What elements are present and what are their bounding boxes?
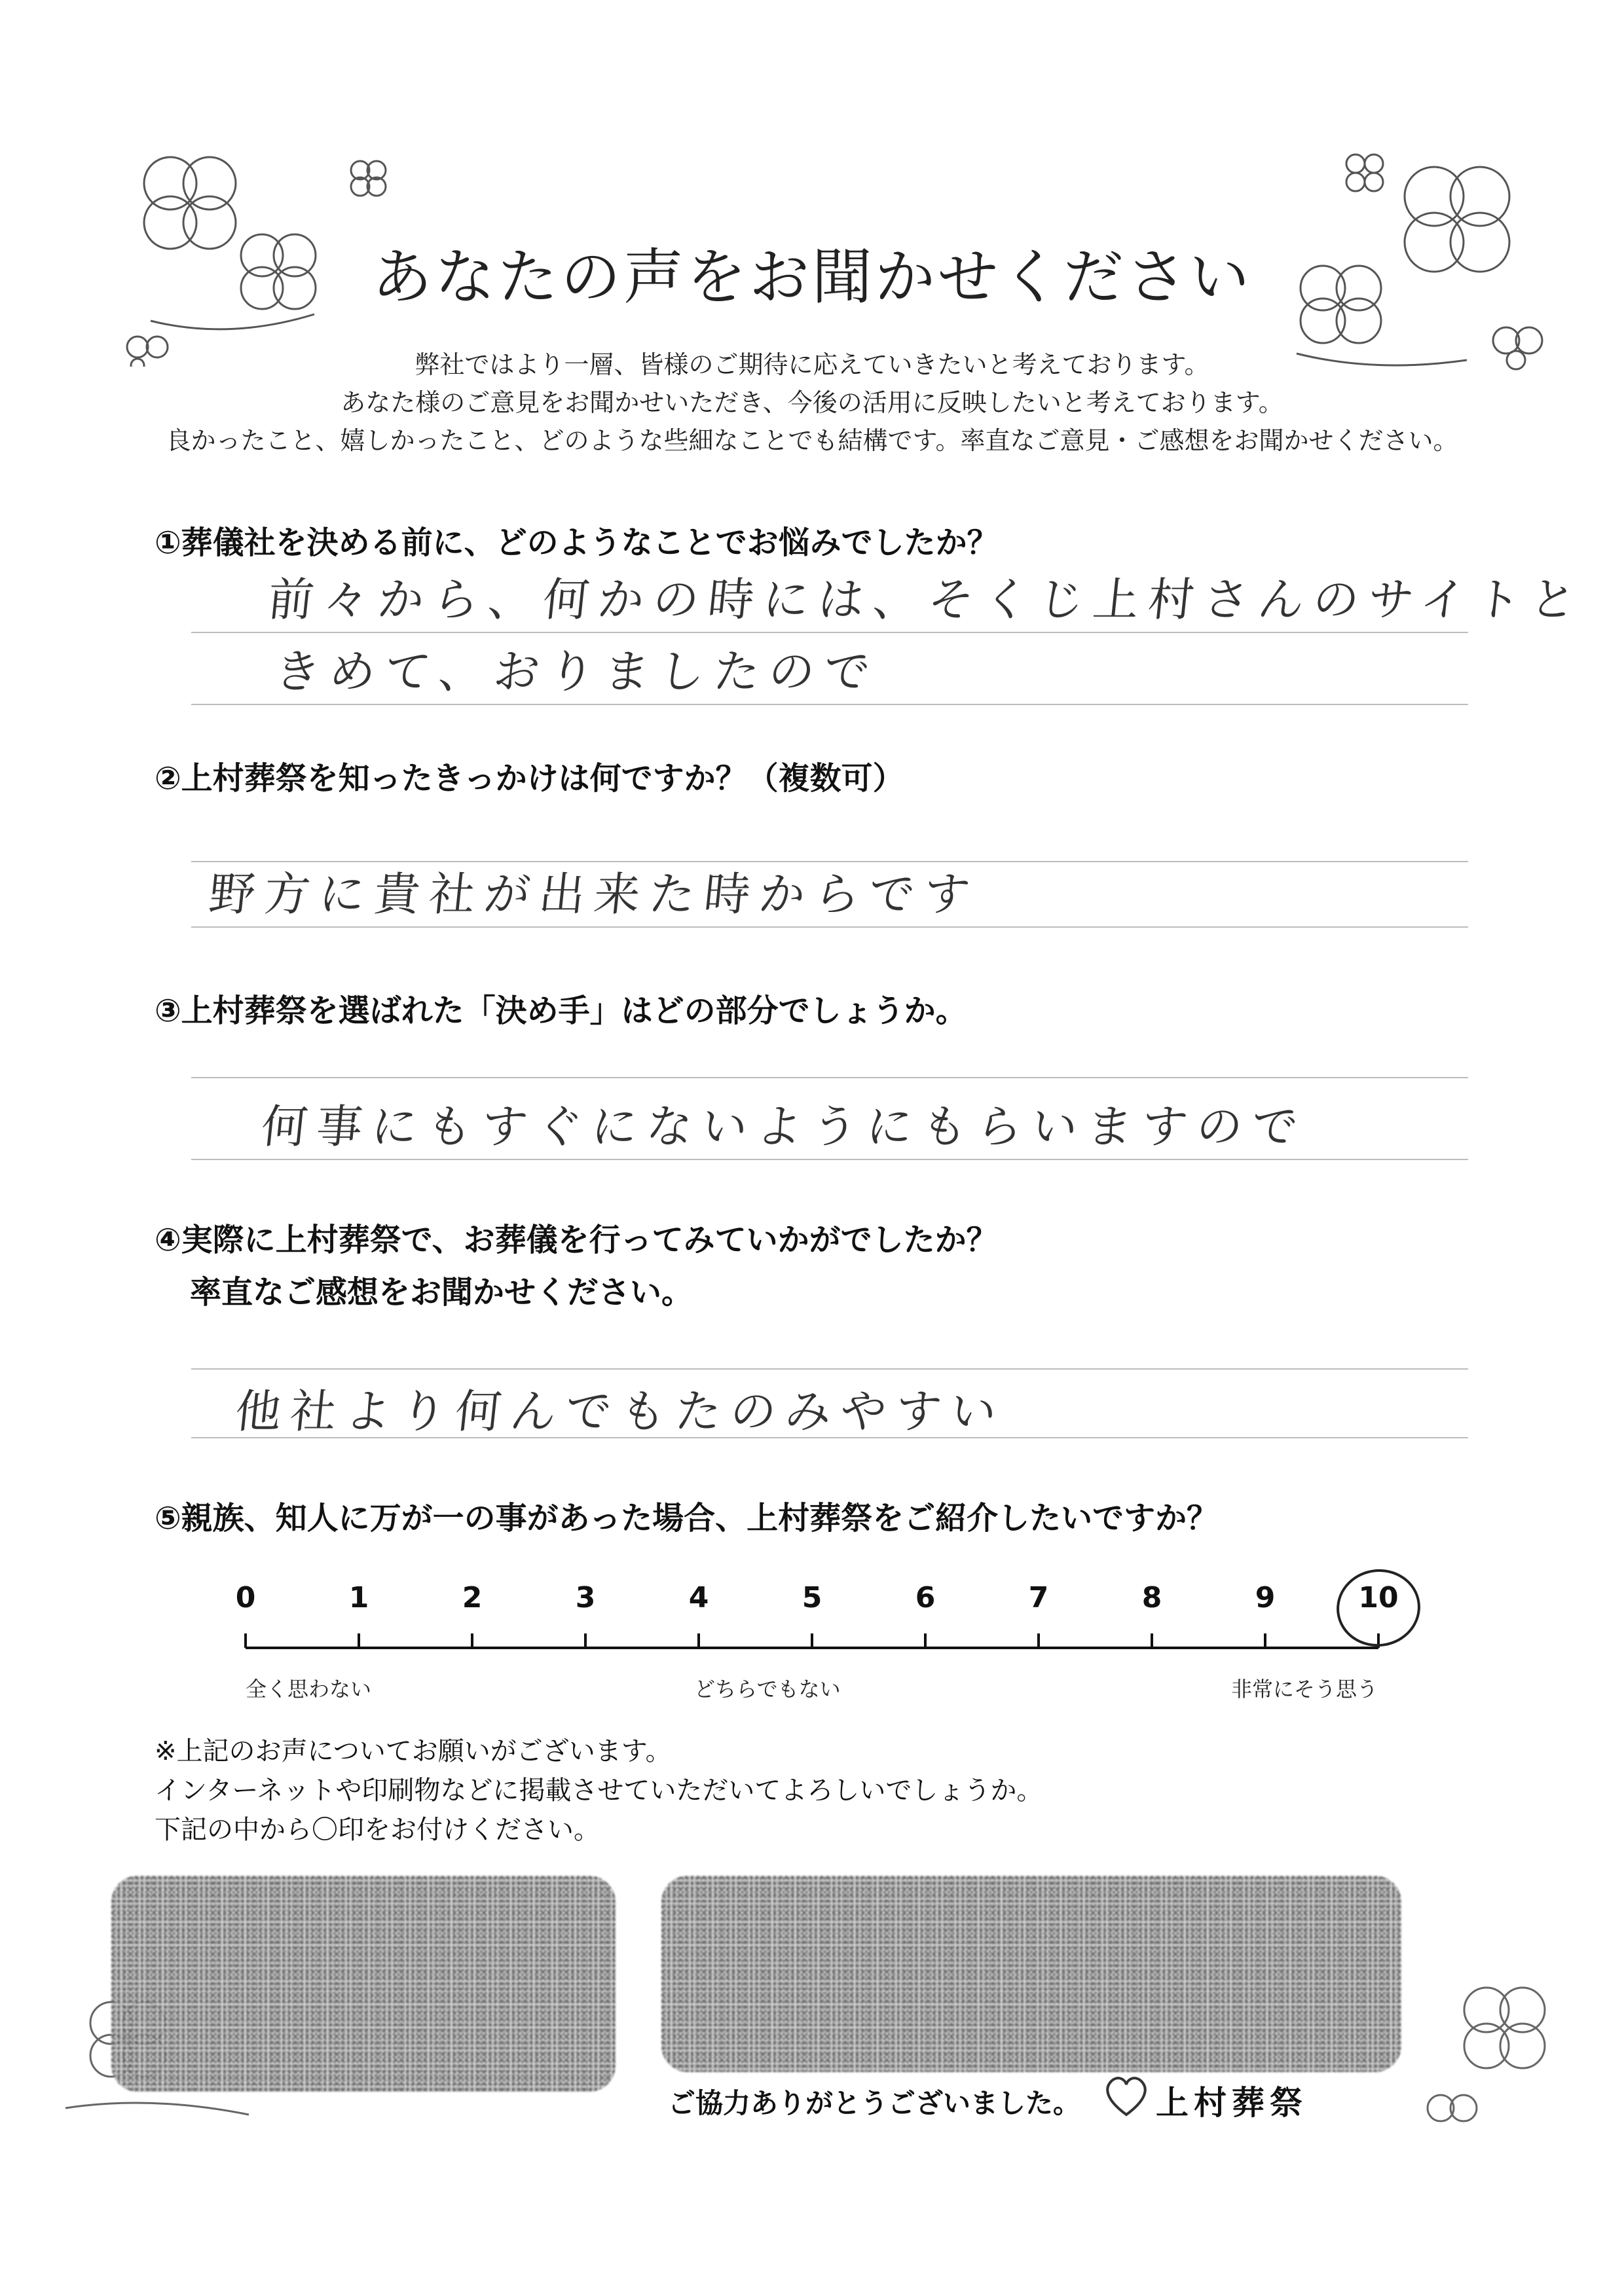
answer-rule: [191, 704, 1468, 705]
scale-tick-label: 5: [802, 1581, 822, 1614]
scale-tick: [924, 1633, 927, 1648]
scale-tick: [1037, 1633, 1040, 1648]
scale-tick: [358, 1633, 360, 1648]
answer-2: 野方に貴社が出来た時からです: [206, 867, 982, 921]
answer-1-line-1: 前々から、何かの時には、そくじ上村さんのサイトと: [265, 573, 1588, 627]
redacted-area-right: [661, 1876, 1401, 2072]
intro-line: 良かったこと、嬉しかったこと、どのような些細なことでも結構です。率直なご意見・ご感想をお聞かせください。: [166, 426, 1458, 455]
answer-3: 何事にもすぐにないようにもらいますので: [259, 1100, 1310, 1154]
scale-tick: [471, 1633, 473, 1648]
rating-scale: [235, 1581, 1399, 1686]
question-3: ③上村葬祭を選ばれた「決め手」はどの部分でしょうか。: [155, 993, 967, 1029]
answer-rule: [191, 1077, 1468, 1078]
thanks-text: ご協力ありがとうございました。: [668, 2087, 1081, 2119]
note-line: ※上記のお声についてお願いがございます。: [155, 1736, 672, 1766]
answer-rule: [191, 1437, 1468, 1438]
answer-rule: [191, 1159, 1468, 1160]
question-1: ①葬儀社を決める前に、どのようなことでお悩みでしたか？: [155, 524, 999, 561]
scale-tick-label: 2: [462, 1581, 483, 1614]
scale-tick: [1151, 1633, 1153, 1648]
answer-rule: [191, 926, 1468, 928]
scale-tick: [697, 1633, 700, 1648]
answer-4: 他社より何んでもたのみやすい: [232, 1385, 1008, 1438]
scale-tick-label: 0: [235, 1581, 256, 1614]
scale-tick-label: 1: [348, 1581, 369, 1614]
scale-tick-label: 8: [1141, 1581, 1162, 1614]
question-5: ⑤親族、知人に万が一の事があった場合、上村葬祭をご紹介したいですか？: [155, 1500, 1219, 1537]
intro-text: [0, 346, 1624, 460]
note-line: 下記の中から〇印をお付けください。: [155, 1815, 600, 1845]
scale-tick-label: 4: [688, 1581, 709, 1614]
answer-rule: [191, 1368, 1468, 1370]
scale-tick-label: 3: [575, 1581, 596, 1614]
question-4: ④実際に上村葬祭で、お葬儀を行ってみていかがでしたか？: [155, 1222, 998, 1258]
redacted-area-left: [111, 1876, 616, 2092]
scale-anchor-low: 全く思わない: [246, 1677, 372, 1702]
publication-note: [155, 1732, 1043, 1850]
intro-line: あなた様のご意見をお聞かせいただき、今後の活用に反映したいと考えております。: [341, 388, 1283, 417]
scale-tick-label: 7: [1028, 1581, 1049, 1614]
intro-line: 弊社ではより一層、皆様のご期待に応えていきたいと考えております。: [415, 350, 1209, 379]
scale-tick-label: 10: [1358, 1581, 1399, 1614]
scale-tick-label: 9: [1255, 1581, 1276, 1614]
answer-rule: [191, 861, 1468, 862]
scale-tick: [1264, 1633, 1266, 1648]
scale-anchor-mid: どちらでもない: [694, 1677, 841, 1702]
selected-circle-mark: [1331, 1564, 1425, 1652]
scale-anchor-high: 非常にそう思う: [1231, 1677, 1378, 1702]
scale-tick: [811, 1633, 813, 1648]
scale-tick: [584, 1633, 587, 1648]
note-line: インターネットや印刷物などに掲載させていただいてよろしいでしょうか。: [155, 1776, 1043, 1806]
scale-tick: [244, 1633, 247, 1648]
question-4-subline: 率直なご感想をお聞かせください。: [190, 1274, 693, 1311]
page-title: あなたの声をお聞かせください: [371, 242, 1252, 312]
brand-name: 上村葬祭: [1156, 2084, 1308, 2122]
question-2: ②上村葬祭を知ったきっかけは何ですか？（複数可）: [155, 760, 904, 797]
answer-1-line-2: きめて、おりましたので: [272, 645, 882, 699]
scale-tick-label: 6: [915, 1581, 936, 1614]
answer-rule: [191, 632, 1468, 633]
heart-logo-icon: [1100, 2069, 1153, 2124]
